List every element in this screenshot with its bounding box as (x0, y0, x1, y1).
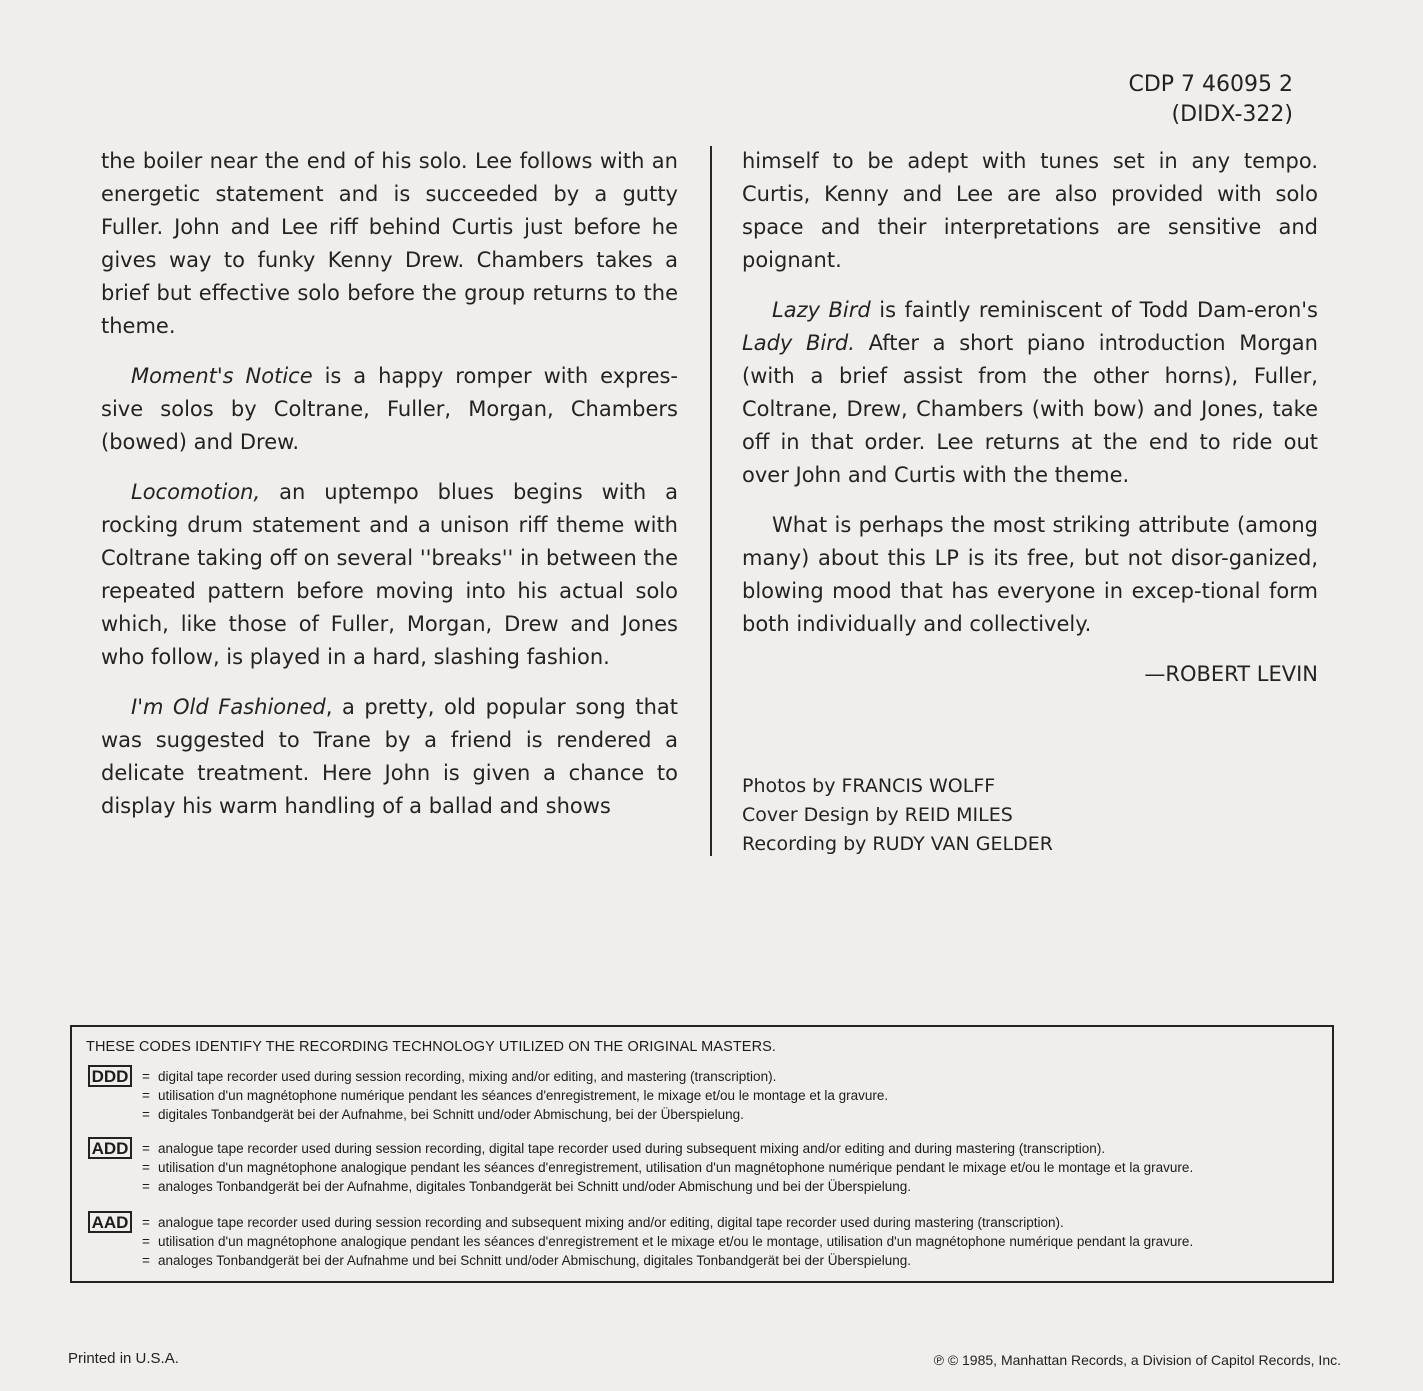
catalog-number-block (1128, 70, 1293, 130)
paragraph: the boiler near the end of his solo. Lee follows with an energetic statement and is succeeded by a gutty Fuller. John and Lee riff behind Curtis just before he gives way to funky Kenny Drew. Chambers takes a brief but effective solo before the group returns to the theme. (101, 149, 678, 338)
paragraph: Locomotion, an uptempo blues begins with a rocking drum statement and a unison riff theme with Coltrane taking off on several ''breaks'' in between the repeated pattern before moving into his actual solo which, like those of Fuller, Morgan, Drew and Jones who follow, is played in a hard, slashing fashion. (101, 480, 678, 669)
code-badge: AAD (88, 1211, 132, 1233)
code-description: digital tape recorder used during session recording, mixing and/or editing, and mastering (transcription). (158, 1069, 777, 1084)
code-description: analogue tape recorder used during session recording and subsequent mixing and/or editing, digital tape recorder used during mastering (transcription). (158, 1215, 1064, 1230)
code-description: digitales Tonbandgerät bei der Aufnahme, bei Schnitt und/oder Abmischung, bei der Überspielung. (158, 1107, 744, 1122)
code-description: analoges Tonbandgerät bei der Aufnahme und bei Schnitt und/oder Abmischung, digitales Tonbandgerät bei der Überspielung. (158, 1253, 912, 1268)
design-credit: Cover Design by REID MILES (742, 804, 1013, 826)
right-text-column (742, 145, 1318, 708)
copyright-note: ℗ © 1985, Manhattan Records, a Division of Capitol Records, Inc. (933, 1352, 1341, 1368)
catalog-alt-number: (DIDX-322) (1171, 102, 1293, 127)
author-signature: —ROBERT LEVIN (1144, 662, 1318, 686)
paragraph: I'm Old Fashioned, a pretty, old popular song that was suggested to Trane by a friend is rendered a delicate treatment. Here John is given a chance to display his warm handling of a ballad and shows (101, 695, 678, 818)
code-description: utilisation d'un magnétophone analogique pendant les séances d'enregistrement et le mixage et/ou le montage, utilisation d'un magnétophone numérique pendant la gravure. (158, 1234, 1194, 1249)
left-text-column (101, 145, 678, 840)
paragraph: himself to be adept with tunes set in any tempo. Curtis, Kenny and Lee are also provided with solo space and their interpretations are sensitive and poignant. (742, 149, 1318, 272)
song-title: Locomotion, (131, 480, 261, 504)
recording-credit: Recording by RUDY VAN GELDER (742, 833, 1053, 855)
song-title: I'm Old Fashioned (131, 695, 326, 719)
code-description: utilisation d'un magnétophone numérique pendant les séances d'enregistrement, le mixage et/ou le montage et la gravure. (158, 1088, 889, 1103)
code-description: analoges Tonbandgerät bei der Aufnahme, digitales Tonbandgerät bei Schnitt und/oder Abmischung und bei der Überspielung. (158, 1179, 912, 1194)
code-description: utilisation d'un magnétophone analogique pendant les séances d'enregistrement, utilisation d'un magnétophone numérique pendant le mixage et/ou le montage et la gravure. (158, 1160, 1194, 1175)
song-title: Lady Bird. (742, 331, 855, 355)
codes-heading: THESE CODES IDENTIFY THE RECORDING TECHNOLOGY UTILIZED ON THE ORIGINAL MASTERS. (86, 1039, 777, 1055)
column-divider (710, 146, 712, 856)
paragraph: Lazy Bird is faintly reminiscent of Todd Dam-eron's Lady Bird. After a short piano introduction Morgan (with a brief assist from the other horns), Fuller, Coltrane, Drew, Chambers (with bow) and Jones, take off in that order. Lee returns at the end to ride out over John and Curtis with the theme. (742, 298, 1318, 487)
credits (742, 772, 1053, 859)
printed-in-note: Printed in U.S.A. (68, 1350, 179, 1367)
photo-credit: Photos by FRANCIS WOLFF (742, 775, 996, 797)
catalog-number: CDP 7 46095 2 (1128, 72, 1293, 97)
paragraph: Moment's Notice is a happy romper with expres-sive solos by Coltrane, Fuller, Morgan, Chambers (bowed) and Drew. (101, 364, 679, 454)
code-badge: DDD (88, 1065, 132, 1087)
code-badge: ADD (88, 1137, 132, 1159)
recording-codes-box: THESE CODES IDENTIFY THE RECORDING TECHNOLOGY UTILIZED ON THE ORIGINAL MASTERS. DDD = digital tape recorder used during session recording, mixing and/or editing, and mastering (transcription). = utilisation d'un magnétophone numérique pendant les séances d'enregistrement, le mixage et/ou le montage et la gravure. = digitales Tonbandgerät bei der Aufnahme, bei Schnitt und/oder Abmischung, bei der Überspielung. ADD = analogue tape recorder used during session recording, digital tape recorder used during subsequent mixing and/or editing and during mastering (transcription). = utilisation d'un magnétophone analogique pendant les séances d'enregistrement, utilisation d'un magnétophone numérique pendant le mixage et/ou le montage et la gravure. = analoges Tonbandgerät bei der Aufnahme, digitales Tonbandgerät bei Schnitt und/oder Abmischung und bei der Überspielung. AAD = analogue tape recorder used during session recording and subsequent mixing and/or editing, digital tape recorder used during mastering (transcription). = utilisation d'un magnétophone analogique pendant les séances d'enregistrement et le mixage et/ou le montage, utilisation d'un magnétophone numérique pendant la gravure. = analoges Tonbandgerät bei der Aufnahme und bei Schnitt und/oder Abmischung, digitales Tonbandgerät bei der Überspielung. (70, 1025, 1334, 1283)
song-title: Lazy Bird (772, 298, 871, 322)
paragraph: What is perhaps the most striking attribute (among many) about this LP is its free, but not disor-ganized, blowing mood that has everyone in excep-tional form both individually and collectively. (742, 513, 1318, 636)
song-title: Moment's Notice (131, 364, 313, 388)
code-description: analogue tape recorder used during session recording, digital tape recorder used during subsequent mixing and/or editing and during mastering (transcription). (158, 1141, 1106, 1156)
